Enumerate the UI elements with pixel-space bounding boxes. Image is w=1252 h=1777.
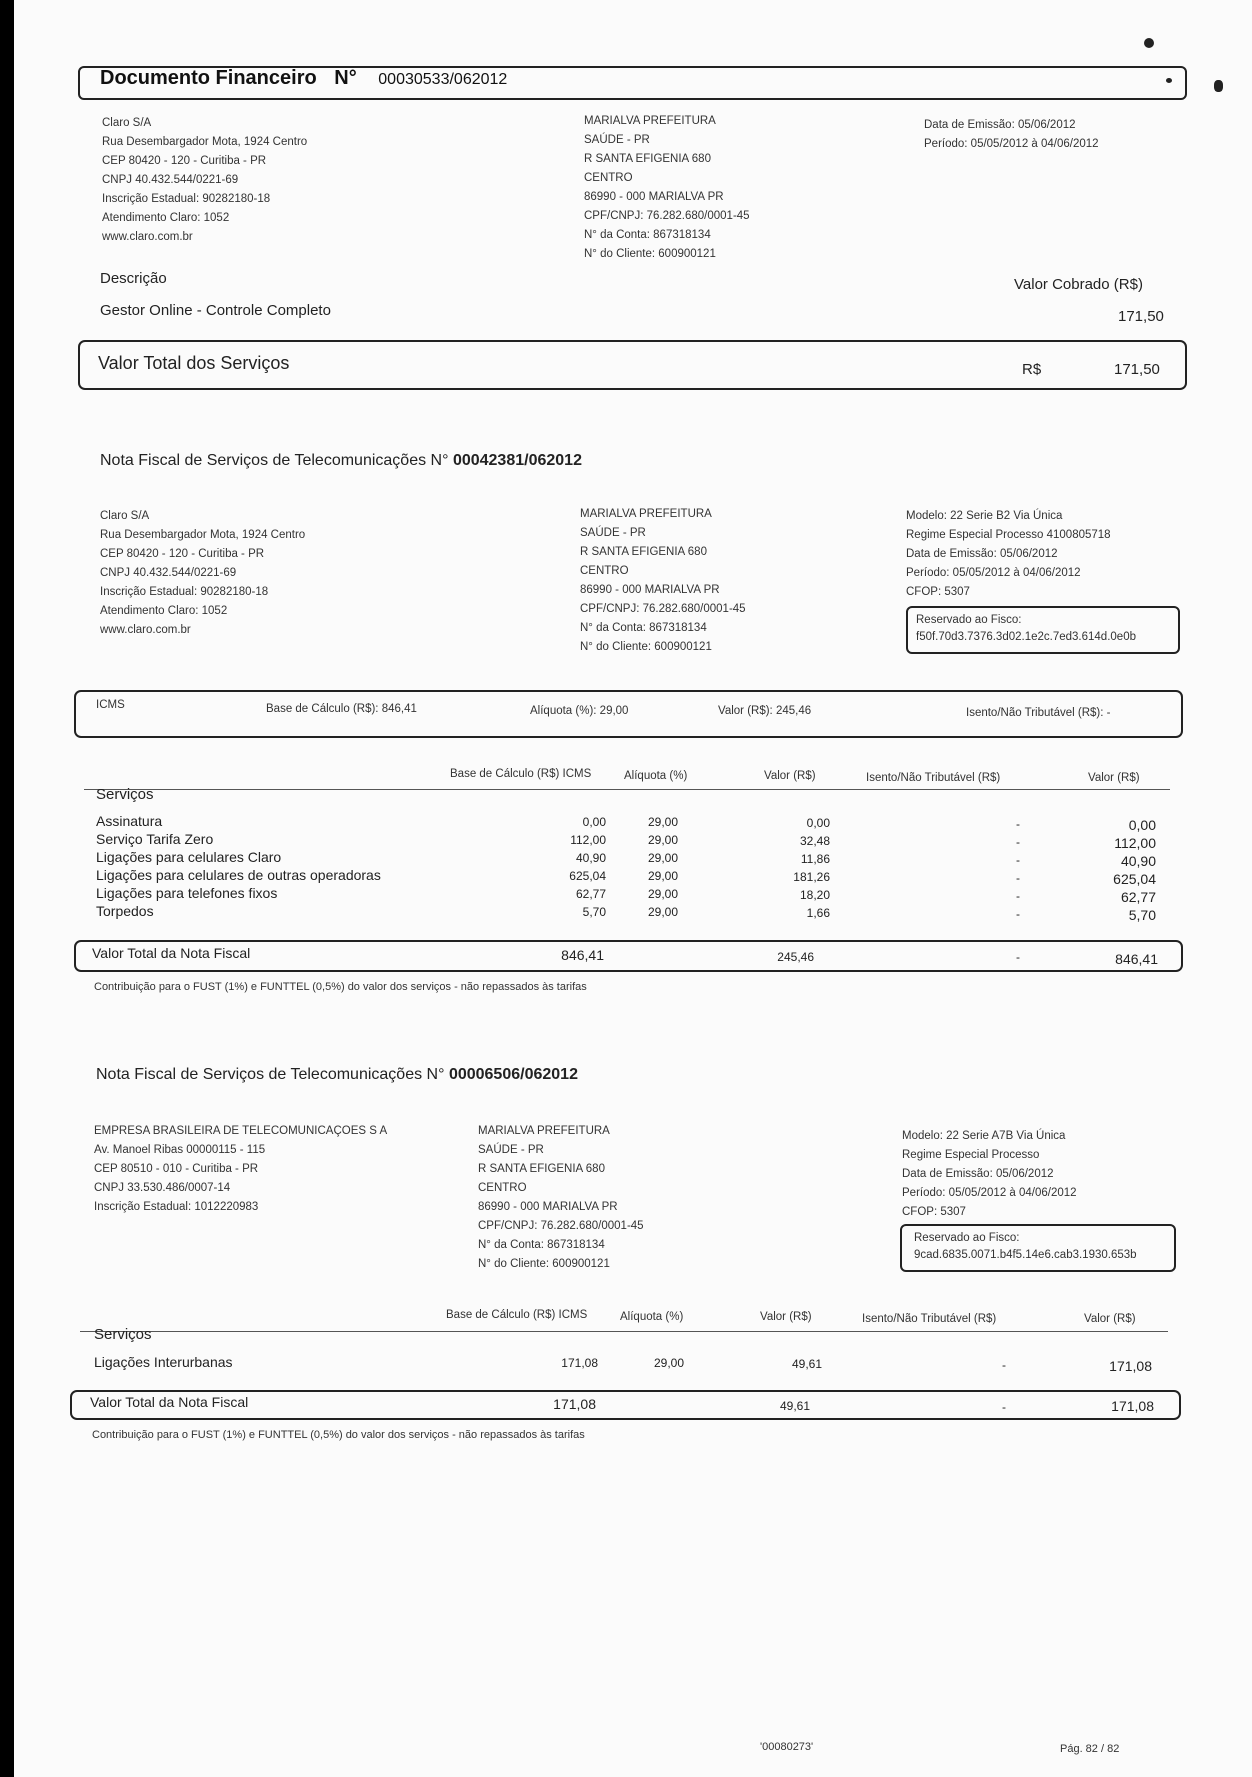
nf2-total-label: Valor Total da Nota Fiscal (90, 1394, 249, 1410)
customer-line: MARIALVA PREFEITURA (478, 1125, 610, 1137)
nf2-total-valor2: 171,08 (1111, 1398, 1154, 1414)
icms-aliquota: Alíquota (%): 29,00 (530, 705, 629, 717)
customer-line: N° do Cliente: 600900121 (478, 1258, 610, 1270)
service-row-name: Assinatura (96, 813, 163, 829)
services-heading: Serviços (96, 786, 154, 803)
nf1-number: 00042381/062012 (452, 452, 582, 469)
service-row-base: 625,04 (569, 869, 606, 883)
issuer-line: CNPJ 40.432.544/0221-69 (102, 174, 239, 186)
customer-line: R SANTA EFIGENIA 680 (584, 153, 711, 165)
nf2-customer (478, 1122, 644, 1274)
service-row-base: 62,77 (575, 887, 606, 901)
nf2-total-isento: - (1002, 1400, 1006, 1414)
service-amount: 171,50 (1118, 308, 1164, 325)
issuer-line: CNPJ 33.530.486/0007-14 (94, 1182, 231, 1194)
nf2-fust-note: Contribuição para o FUST (1%) e FUNTTEL (0,5%) do valor dos serviços - não repassados às tarifas (92, 1429, 585, 1441)
service-row-valor: 18,20 (799, 888, 830, 902)
customer-line: N° do Cliente: 600900121 (584, 248, 716, 260)
customer-block-1 (584, 112, 750, 264)
issuer-line: Rua Desembargador Mota, 1924 Centro (102, 136, 308, 148)
service-row-base: 171,08 (561, 1356, 598, 1370)
nf1-fust-note: Contribuição para o FUST (1%) e FUNTTEL (0,5%) do valor dos serviços - não repassados às tarifas (94, 981, 587, 993)
issuer-line: Atendimento Claro: 1052 (100, 605, 228, 617)
customer-line: CPF/CNPJ: 76.282.680/0001-45 (580, 603, 746, 615)
issuer-line: Inscrição Estadual: 1012220983 (94, 1201, 259, 1213)
col-isento: Isento/Não Tributável (R$) (862, 1313, 997, 1325)
service-row-valor2: 5,70 (1128, 907, 1156, 923)
col-aliquota: Alíquota (%) (624, 770, 688, 782)
nf1-total-valor: 245,46 (777, 950, 814, 964)
header-rule (80, 1331, 1168, 1332)
nf1-total-base: 846,41 (561, 947, 604, 963)
customer-line: N° da Conta: 867318134 (478, 1239, 605, 1251)
nf1-meta-line: Período: 05/05/2012 à 04/06/2012 (906, 567, 1081, 579)
icms-valor: Valor (R$): 245,46 (718, 705, 812, 717)
nf2-number: 00006506/062012 (448, 1066, 578, 1083)
services-heading: Serviços (94, 1326, 152, 1343)
customer-line: CPF/CNPJ: 76.282.680/0001-45 (584, 210, 750, 222)
col-valor: Valor (R$) (764, 770, 816, 782)
customer-line: CENTRO (580, 565, 629, 577)
total-services-value: 171,50 (1114, 361, 1160, 378)
service-row-aliquota: 29,00 (647, 887, 678, 901)
nf1-title-text: Nota Fiscal de Serviços de Telecomunicações N° (100, 452, 449, 469)
service-row-base: 40,90 (575, 851, 606, 865)
document-page (14, 0, 1252, 1777)
nf2-fisco (914, 1230, 1137, 1264)
fisco-label: Reservado ao Fisco: (916, 614, 1022, 626)
service-row-valor: 0,00 (806, 816, 830, 830)
service-row-name: Ligações Interurbanas (94, 1354, 233, 1370)
service-row-name: Ligações para celulares Claro (96, 849, 282, 865)
customer-line: 86990 - 000 MARIALVA PR (584, 191, 724, 203)
doc-title-text: Documento Financeiro (100, 67, 317, 89)
service-row-valor2: 112,00 (1114, 835, 1156, 851)
period: Período: 05/05/2012 à 04/06/2012 (924, 138, 1099, 150)
nf2-title-text: Nota Fiscal de Serviços de Telecomunicações N° (96, 1066, 445, 1083)
service-row-name: Serviço Tarifa Zero (96, 831, 214, 847)
service-row-valor: 49,61 (791, 1357, 822, 1371)
nf1-issuer (100, 507, 305, 640)
nf2-issuer (94, 1122, 387, 1217)
fisco-code: 9cad.6835.0071.b4f5.14e6.cab3.1930.653b (914, 1249, 1137, 1261)
issuer-line: CEP 80420 - 120 - Curitiba - PR (100, 548, 265, 560)
nf1-meta (906, 507, 1111, 602)
nf1-customer (580, 505, 746, 657)
customer-line: CENTRO (584, 172, 633, 184)
nf2-total-base: 171,08 (553, 1396, 596, 1412)
nf1-meta-line: CFOP: 5307 (906, 586, 970, 598)
nf2-meta (902, 1127, 1077, 1222)
nf2-meta-line: Modelo: 22 Serie A7B Via Única (902, 1130, 1066, 1142)
customer-line: SAÚDE - PR (478, 1144, 544, 1156)
service-row-isento: - (1016, 853, 1020, 867)
issuer-line: Av. Manoel Ribas 00000115 - 115 (94, 1144, 266, 1156)
scan-speck (1214, 80, 1223, 92)
col-valor: Valor (R$) (760, 1311, 812, 1323)
service-row-isento: - (1016, 907, 1020, 921)
nf2-title (96, 1066, 578, 1084)
customer-line: N° do Cliente: 600900121 (580, 641, 712, 653)
nf2-meta-line: Data de Emissão: 05/06/2012 (902, 1168, 1054, 1180)
fisco-label: Reservado ao Fisco: (914, 1232, 1020, 1244)
footer-code: '00080273' (760, 1741, 814, 1753)
service-row-name: Torpedos (96, 903, 154, 919)
nf1-meta-line: Modelo: 22 Serie B2 Via Única (906, 510, 1063, 522)
col-base: Base de Cálculo (R$) ICMS (450, 768, 592, 780)
issuer-block-1 (102, 114, 307, 247)
issue-date: Data de Emissão: 05/06/2012 (924, 119, 1076, 131)
nf1-meta-line: Regime Especial Processo 4100805718 (906, 529, 1111, 541)
nf1-meta-line: Data de Emissão: 05/06/2012 (906, 548, 1058, 560)
customer-line: 86990 - 000 MARIALVA PR (580, 584, 720, 596)
doc-number-label: N° (334, 67, 357, 89)
nf2-meta-line: Regime Especial Processo (902, 1149, 1040, 1161)
issuer-line: EMPRESA BRASILEIRA DE TELECOMUNICAÇOES S A (94, 1125, 388, 1137)
service-row-base: 5,70 (582, 905, 606, 919)
customer-line: MARIALVA PREFEITURA (580, 508, 712, 520)
total-services-label: Valor Total dos Serviços (98, 353, 290, 373)
nf1-total-label: Valor Total da Nota Fiscal (92, 945, 251, 961)
service-row-valor2: 171,08 (1109, 1358, 1152, 1374)
col-isento: Isento/Não Tributável (R$) (866, 772, 1001, 784)
customer-line: N° da Conta: 867318134 (584, 229, 711, 241)
nf1-title (100, 452, 582, 470)
customer-line: N° da Conta: 867318134 (580, 622, 707, 634)
fisco-code: f50f.70d3.7376.3d02.1e2c.7ed3.614d.0e0b (916, 631, 1136, 643)
doc-number: 00030533/062012 (378, 71, 508, 88)
col-aliquota: Alíquota (%) (620, 1311, 684, 1323)
service-row-valor: 181,26 (793, 870, 830, 884)
scan-speck (1144, 38, 1154, 48)
nf1-total-valor2: 846,41 (1115, 951, 1158, 967)
service-row-isento: - (1002, 1358, 1006, 1372)
icms-base: Base de Cálculo (R$): 846,41 (266, 703, 417, 715)
icms-isento: Isento/Não Tributável (R$): - (966, 707, 1111, 719)
issuer-line: CNPJ 40.432.544/0221-69 (100, 567, 237, 579)
customer-line: SAÚDE - PR (580, 527, 646, 539)
footer-page: Pág. 82 / 82 (1060, 1743, 1120, 1755)
issuer-line: www.claro.com.br (100, 624, 191, 636)
header-rule (84, 789, 1170, 790)
icms-label: ICMS (96, 699, 125, 711)
service-row-valor: 11,86 (800, 852, 830, 866)
issuer-line: www.claro.com.br (102, 231, 193, 243)
customer-line: MARIALVA PREFEITURA (584, 115, 716, 127)
service-row-aliquota: 29,00 (647, 815, 678, 829)
service-row-aliquota: 29,00 (647, 869, 678, 883)
service-row-aliquota: 29,00 (647, 833, 678, 847)
issuer-line: CEP 80510 - 010 - Curitiba - PR (94, 1163, 259, 1175)
customer-line: SAÚDE - PR (584, 134, 650, 146)
dates-block-1 (924, 116, 1099, 154)
issuer-line: Inscrição Estadual: 90282180-18 (100, 586, 269, 598)
issuer-line: Claro S/A (100, 510, 150, 522)
customer-line: R SANTA EFIGENIA 680 (478, 1163, 605, 1175)
service-row-isento: - (1016, 817, 1020, 831)
nf1-total-isento: - (1016, 950, 1020, 964)
nf2-meta-line: CFOP: 5307 (902, 1206, 966, 1218)
issuer-line: Rua Desembargador Mota, 1924 Centro (100, 529, 306, 541)
scan-speck (1166, 78, 1172, 83)
service-row-valor2: 625,04 (1113, 871, 1156, 887)
issuer-line: CEP 80420 - 120 - Curitiba - PR (102, 155, 267, 167)
service-description: Gestor Online - Controle Completo (100, 302, 331, 319)
col-valor2: Valor (R$) (1088, 772, 1140, 784)
service-row-isento: - (1016, 889, 1020, 903)
doc-title (100, 67, 507, 90)
service-row-aliquota: 29,00 (647, 905, 678, 919)
nf2-total-valor: 49,61 (779, 1399, 810, 1413)
customer-line: CPF/CNPJ: 76.282.680/0001-45 (478, 1220, 644, 1232)
col-base: Base de Cálculo (R$) ICMS (446, 1309, 588, 1321)
col-valor2: Valor (R$) (1084, 1313, 1136, 1325)
service-row-valor2: 62,77 (1120, 889, 1156, 905)
customer-line: CENTRO (478, 1182, 527, 1194)
amount-label: Valor Cobrado (R$) (1014, 276, 1143, 293)
service-row-valor: 32,48 (799, 834, 830, 848)
customer-line: R SANTA EFIGENIA 680 (580, 546, 707, 558)
service-row-name: Ligações para telefones fixos (96, 885, 278, 901)
description-label: Descrição (100, 270, 167, 287)
issuer-line: Claro S/A (102, 117, 152, 129)
service-row-valor2: 40,90 (1120, 853, 1156, 869)
total-currency: R$ (1022, 361, 1042, 378)
nf1-fisco (916, 612, 1136, 646)
customer-line: 86990 - 000 MARIALVA PR (478, 1201, 618, 1213)
service-row-aliquota: 29,00 (647, 851, 678, 865)
service-row-isento: - (1016, 835, 1020, 849)
service-row-name: Ligações para celulares de outras operadoras (96, 867, 381, 883)
service-row-valor: 1,66 (806, 906, 830, 920)
service-row-aliquota: 29,00 (653, 1356, 684, 1370)
service-row-isento: - (1016, 871, 1020, 885)
issuer-line: Inscrição Estadual: 90282180-18 (102, 193, 271, 205)
issuer-line: Atendimento Claro: 1052 (102, 212, 230, 224)
nf2-meta-line: Período: 05/05/2012 à 04/06/2012 (902, 1187, 1077, 1199)
service-row-base: 0,00 (582, 815, 606, 829)
service-row-base: 112,00 (570, 833, 606, 847)
service-row-valor2: 0,00 (1128, 817, 1156, 833)
